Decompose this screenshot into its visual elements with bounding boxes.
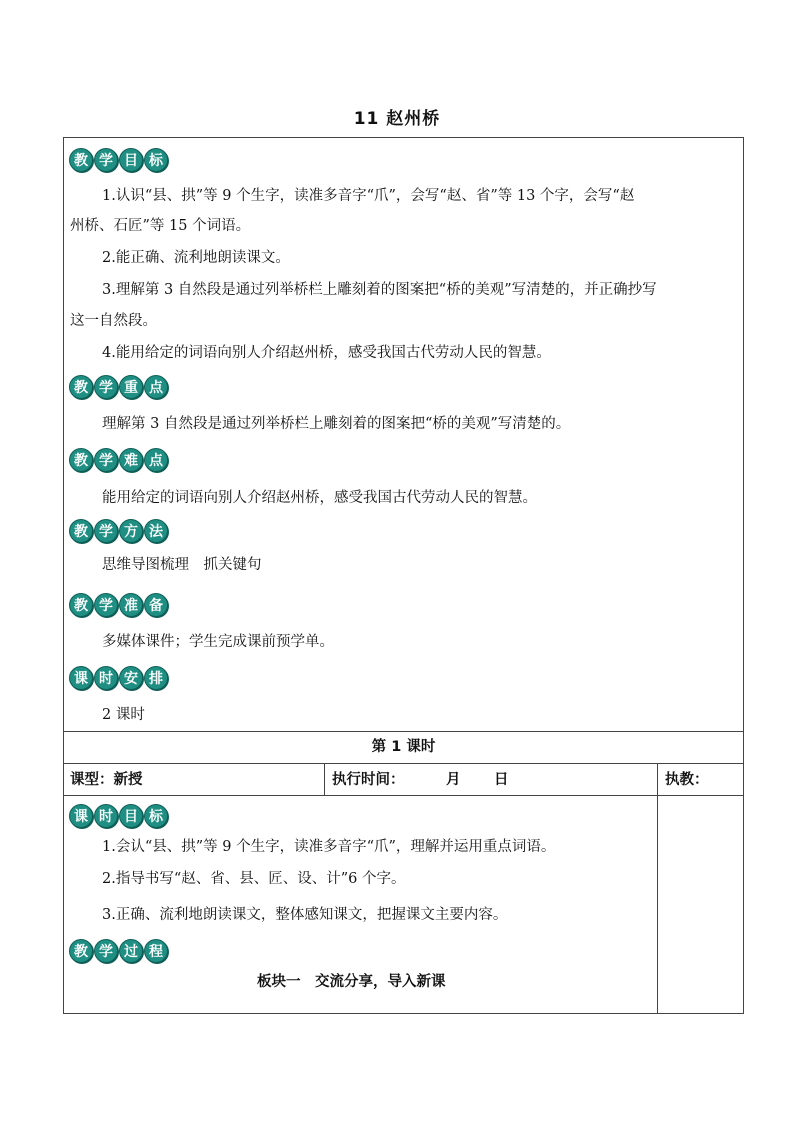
day-label: 日 <box>494 772 509 788</box>
section-badge-goals: 教 学 目 标 <box>69 147 169 173</box>
goal-line: 4.能用给定的词语向别人介绍赵州桥，感受我国古代劳动人民的智慧。 <box>102 345 551 361</box>
month-label: 月 <box>446 772 461 788</box>
section-badge-key-points: 教 学 重 点 <box>69 374 169 400</box>
table-divider <box>63 795 744 796</box>
lesson-goal-line: 3.正确、流利地朗读课文，整体感知课文，把握课文主要内容。 <box>102 907 508 923</box>
page-title: 11 赵州桥 <box>353 109 441 129</box>
goal-line: 州桥、石匠”等 15 个词语。 <box>70 218 251 234</box>
section-badge-lesson-goals: 课 时 目 标 <box>69 803 169 829</box>
method-text: 思维导图梳理 抓关键句 <box>102 557 262 573</box>
course-type: 课型：新授 <box>70 772 143 788</box>
lesson-goal-line: 2.指导书写“赵、省、县、匠、设、计”6 个字。 <box>102 871 406 887</box>
section-badge-process: 教 学 过 程 <box>69 938 169 964</box>
section-badge-difficulties: 教 学 难 点 <box>69 447 169 473</box>
block-heading: 板块一 交流分享，导入新课 <box>257 974 446 990</box>
lesson-goal-line: 1.会认“县、拱”等 9 个生字，读准多音字“爪”，理解并运用重点词语。 <box>102 839 556 855</box>
goal-line: 这一自然段。 <box>70 313 157 329</box>
goal-line: 1.认识“县、拱”等 9 个生字，读准多音字“爪”，会写“赵、省”等 13 个字，会写“赵 <box>102 188 635 204</box>
difficulty-text: 能用给定的词语向别人介绍赵州桥，感受我国古代劳动人民的智慧。 <box>102 490 537 506</box>
section-badge-preparation: 教 学 准 备 <box>69 592 169 618</box>
goal-line: 2.能正确、流利地朗读课文。 <box>102 250 290 266</box>
execution-time-label: 执行时间： <box>332 772 405 788</box>
table-column-divider <box>324 763 325 795</box>
key-point-text: 理解第 3 自然段是通过列举桥栏上雕刻着的图案把“桥的美观”写清楚的。 <box>102 416 571 432</box>
table-column-divider <box>657 763 658 1014</box>
goal-line: 3.理解第 3 自然段是通过列举桥栏上雕刻着的图案把“桥的美观”写清楚的，并正确抄写 <box>102 282 657 298</box>
schedule-text: 2 课时 <box>102 707 145 723</box>
teacher-label: 执教： <box>665 772 709 788</box>
table-divider <box>63 763 744 764</box>
preparation-text: 多媒体课件；学生完成课前预学单。 <box>102 634 334 650</box>
table-divider <box>63 731 744 732</box>
lesson-heading: 第 1 课时 <box>371 739 436 755</box>
section-badge-schedule: 课 时 安 排 <box>69 665 169 691</box>
section-badge-methods: 教 学 方 法 <box>69 518 169 544</box>
